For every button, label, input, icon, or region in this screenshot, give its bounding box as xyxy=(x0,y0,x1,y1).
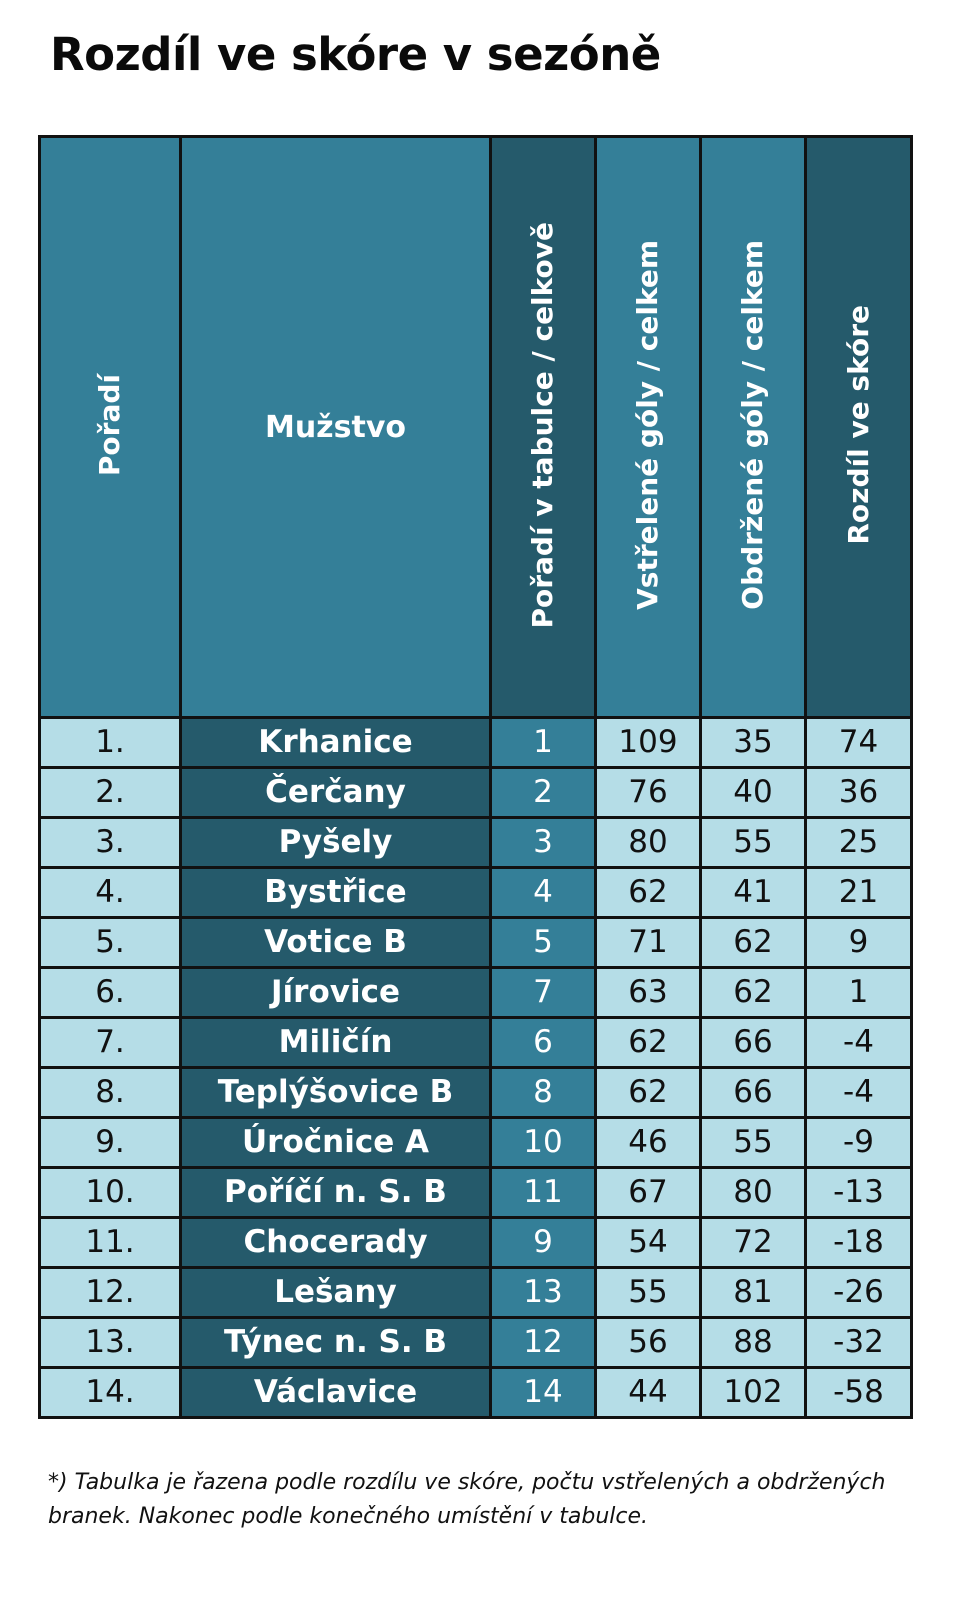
difference-cell: 21 xyxy=(806,868,912,918)
table-row xyxy=(40,818,912,868)
column-header-goals-for xyxy=(596,137,701,718)
difference-cell: -4 xyxy=(806,1018,912,1068)
rank-cell: 14. xyxy=(40,1368,181,1418)
goals-for-cell: 63 xyxy=(596,968,701,1018)
table-body xyxy=(40,718,912,1418)
rank-cell: 3. xyxy=(40,818,181,868)
score-difference-table xyxy=(38,135,913,1419)
difference-cell: 25 xyxy=(806,818,912,868)
goals-for-cell: 62 xyxy=(596,1068,701,1118)
goals-for-cell: 55 xyxy=(596,1268,701,1318)
goals-for-cell: 109 xyxy=(596,718,701,768)
table-position-cell: 5 xyxy=(491,918,596,968)
rank-cell: 13. xyxy=(40,1318,181,1368)
goals-for-cell: 62 xyxy=(596,1018,701,1068)
rank-cell: 12. xyxy=(40,1268,181,1318)
goals-for-cell: 56 xyxy=(596,1318,701,1368)
table-position-cell: 2 xyxy=(491,768,596,818)
rank-cell: 8. xyxy=(40,1068,181,1118)
table-row xyxy=(40,1368,912,1418)
rank-cell: 9. xyxy=(40,1118,181,1168)
table-row xyxy=(40,1168,912,1218)
table-row xyxy=(40,868,912,918)
goals-against-cell: 40 xyxy=(701,768,806,818)
goals-against-cell: 66 xyxy=(701,1018,806,1068)
column-header-table-position-label: Pořadí v tabulce / celkově xyxy=(526,221,559,629)
rank-cell: 1. xyxy=(40,718,181,768)
column-header-goals-against xyxy=(701,137,806,718)
table-header-row xyxy=(40,137,912,718)
table-row xyxy=(40,1318,912,1368)
table-position-cell: 11 xyxy=(491,1168,596,1218)
team-name-cell: Votice B xyxy=(181,918,491,968)
team-name-cell: Chocerady xyxy=(181,1218,491,1268)
column-header-rank xyxy=(40,137,181,718)
goals-against-cell: 66 xyxy=(701,1068,806,1118)
difference-cell: -9 xyxy=(806,1118,912,1168)
table-row xyxy=(40,1068,912,1118)
team-name-cell: Pyšely xyxy=(181,818,491,868)
team-name-cell: Čerčany xyxy=(181,768,491,818)
table-position-cell: 1 xyxy=(491,718,596,768)
table-position-cell: 8 xyxy=(491,1068,596,1118)
table-position-cell: 4 xyxy=(491,868,596,918)
column-header-difference-label: Rozdíl ve skóre xyxy=(841,305,875,545)
table-position-cell: 14 xyxy=(491,1368,596,1418)
column-header-table-position xyxy=(491,137,596,718)
table-position-cell: 6 xyxy=(491,1018,596,1068)
goals-against-cell: 102 xyxy=(701,1368,806,1418)
table-position-cell: 12 xyxy=(491,1318,596,1368)
goals-against-cell: 88 xyxy=(701,1318,806,1368)
table-row xyxy=(40,968,912,1018)
team-name-cell: Krhanice xyxy=(181,718,491,768)
team-name-cell: Bystřice xyxy=(181,868,491,918)
column-header-difference xyxy=(806,137,912,718)
footnote: *) Tabulka je řazena podle rozdílu ve skóre, počtu vstřelených a obdržených branek. Nakonec podle konečného umístění v tabulce. xyxy=(48,1470,886,1529)
rank-cell: 4. xyxy=(40,868,181,918)
table-row xyxy=(40,918,912,968)
goals-for-cell: 54 xyxy=(596,1218,701,1268)
team-name-cell: Václavice xyxy=(181,1368,491,1418)
column-header-rank-label: Pořadí xyxy=(93,373,126,477)
page-title: Rozdíl ve skóre v sezóně xyxy=(50,28,661,81)
goals-against-cell: 55 xyxy=(701,1118,806,1168)
goals-against-cell: 62 xyxy=(701,968,806,1018)
table-position-cell: 13 xyxy=(491,1268,596,1318)
team-name-cell: Lešany xyxy=(181,1268,491,1318)
team-name-cell: Týnec n. S. B xyxy=(181,1318,491,1368)
table-row xyxy=(40,1218,912,1268)
team-name-cell: Poříčí n. S. B xyxy=(181,1168,491,1218)
goals-against-cell: 41 xyxy=(701,868,806,918)
table-row xyxy=(40,718,912,768)
rank-cell: 11. xyxy=(40,1218,181,1268)
table-position-cell: 3 xyxy=(491,818,596,868)
goals-against-cell: 62 xyxy=(701,918,806,968)
team-name-cell: Jírovice xyxy=(181,968,491,1018)
goals-for-cell: 44 xyxy=(596,1368,701,1418)
difference-cell: -32 xyxy=(806,1318,912,1368)
column-header-team xyxy=(181,137,491,718)
rank-cell: 6. xyxy=(40,968,181,1018)
table-row xyxy=(40,1268,912,1318)
goals-against-cell: 81 xyxy=(701,1268,806,1318)
goals-for-cell: 80 xyxy=(596,818,701,868)
goals-against-cell: 80 xyxy=(701,1168,806,1218)
difference-cell: 74 xyxy=(806,718,912,768)
goals-against-cell: 35 xyxy=(701,718,806,768)
table-position-cell: 10 xyxy=(491,1118,596,1168)
column-header-goals-for-label: Vstřelené góly / celkem xyxy=(631,240,664,610)
goals-for-cell: 46 xyxy=(596,1118,701,1168)
difference-cell: -26 xyxy=(806,1268,912,1318)
rank-cell: 7. xyxy=(40,1018,181,1068)
difference-cell: 9 xyxy=(806,918,912,968)
table-row xyxy=(40,1118,912,1168)
rank-cell: 5. xyxy=(40,918,181,968)
table-row xyxy=(40,768,912,818)
table-row xyxy=(40,1018,912,1068)
difference-cell: -58 xyxy=(806,1368,912,1418)
team-name-cell: Úročnice A xyxy=(181,1118,491,1168)
goals-for-cell: 76 xyxy=(596,768,701,818)
difference-cell: -18 xyxy=(806,1218,912,1268)
difference-cell: 1 xyxy=(806,968,912,1018)
team-name-cell: Teplýšovice B xyxy=(181,1068,491,1118)
rank-cell: 10. xyxy=(40,1168,181,1218)
rank-cell: 2. xyxy=(40,768,181,818)
table-position-cell: 7 xyxy=(491,968,596,1018)
table-position-cell: 9 xyxy=(491,1218,596,1268)
goals-for-cell: 67 xyxy=(596,1168,701,1218)
goals-for-cell: 71 xyxy=(596,918,701,968)
difference-cell: -4 xyxy=(806,1068,912,1118)
column-header-team-label: Mužstvo xyxy=(264,409,407,445)
team-name-cell: Miličín xyxy=(181,1018,491,1068)
goals-against-cell: 72 xyxy=(701,1218,806,1268)
column-header-goals-against-label: Obdržené góly / celkem xyxy=(736,240,769,610)
goals-against-cell: 55 xyxy=(701,818,806,868)
difference-cell: -13 xyxy=(806,1168,912,1218)
difference-cell: 36 xyxy=(806,768,912,818)
goals-for-cell: 62 xyxy=(596,868,701,918)
